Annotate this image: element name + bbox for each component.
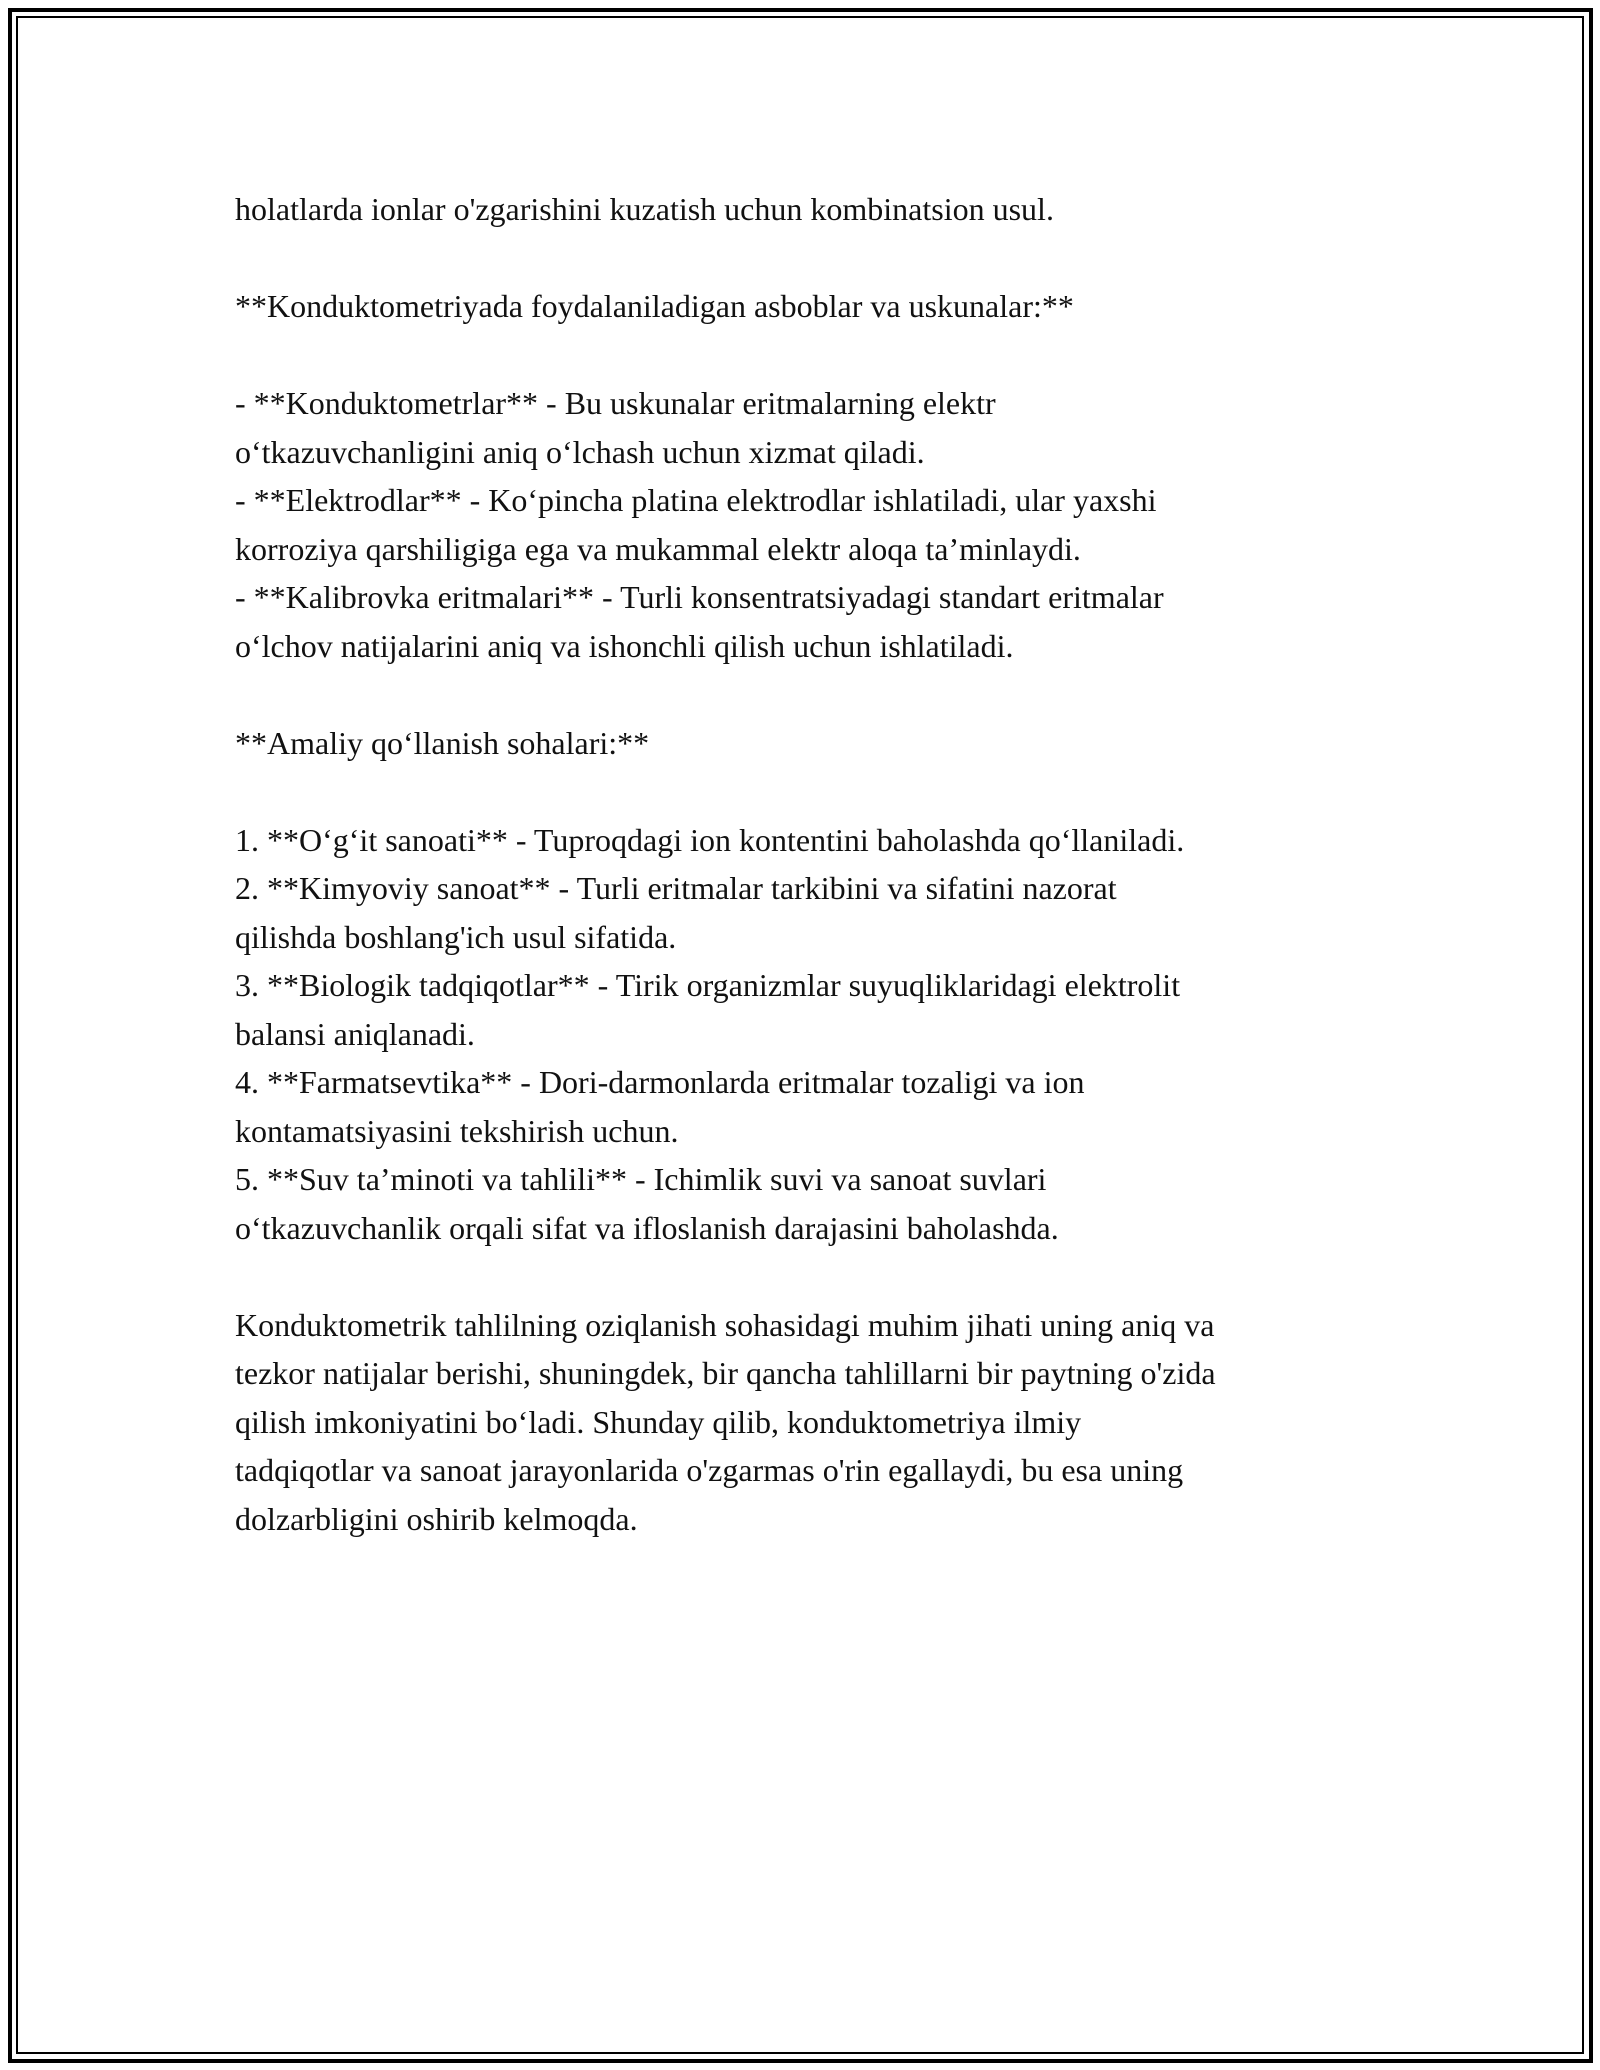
applications-heading: **Amaliy qo‘llanish sohalari:** bbox=[235, 724, 650, 761]
applications-item-line: o‘tkazuvchanlik orqali sifat va ifloslanish darajasini baholashda. bbox=[235, 1209, 1059, 1246]
applications-list-item bbox=[235, 816, 1385, 865]
applications-item-line: balansi aniqlanadi. bbox=[235, 1015, 475, 1052]
tools-list-item bbox=[235, 379, 1385, 476]
paragraph-gap bbox=[235, 331, 1385, 380]
document-body bbox=[235, 185, 1385, 1543]
conclusion-paragraph bbox=[235, 1301, 1385, 1544]
tools-item-line: - **Kalibrovka eritmalari** - Turli konsentratsiyadagi standart eritmalar bbox=[235, 579, 1164, 615]
applications-list-item bbox=[235, 1155, 1385, 1252]
tools-heading: **Konduktometriyada foydalaniladigan asboblar va uskunalar:** bbox=[235, 288, 1074, 324]
applications-list-item bbox=[235, 864, 1385, 961]
conclusion-line: dolzarbligini oshirib kelmoqda. bbox=[235, 1500, 638, 1537]
applications-item-line: qilishda boshlang'ich usul sifatida. bbox=[235, 918, 677, 955]
intro-line: holatlarda ionlar o'zgarishini kuzatish uchun kombinatsion usul. bbox=[235, 191, 1054, 227]
tools-item-line: o‘lchov natijalarini aniq va ishonchli qilish uchun ishlatiladi. bbox=[235, 627, 1014, 664]
tools-list bbox=[235, 379, 1385, 670]
paragraph-gap bbox=[235, 670, 1385, 719]
applications-list-item bbox=[235, 961, 1385, 1058]
applications-list-item bbox=[235, 1058, 1385, 1155]
tools-item-line: - **Elektrodlar** - Ko‘pincha platina elektrodlar ishlatiladi, ular yaxshi bbox=[235, 482, 1157, 518]
conclusion-line: qilish imkoniyatini bo‘ladi. Shunday qilib, konduktometriya ilmiy bbox=[235, 1403, 1082, 1440]
tools-list-item bbox=[235, 476, 1385, 573]
applications-item-line: 5. **Suv ta’minoti va tahlili** - Ichimlik suvi va sanoat suvlari bbox=[235, 1161, 1047, 1197]
tools-list-item bbox=[235, 573, 1385, 670]
conclusion-line: tezkor natijalar berishi, shuningdek, bir qancha tahlillarni bir paytning o'zida bbox=[235, 1355, 1216, 1391]
applications-list bbox=[235, 816, 1385, 1253]
conclusion-line: tadqiqotlar va sanoat jarayonlarida o'zgarmas o'rin egallaydi, bu esa uning bbox=[235, 1452, 1184, 1488]
paragraph-gap bbox=[235, 1252, 1385, 1301]
paragraph-gap bbox=[235, 767, 1385, 816]
paragraph-gap bbox=[235, 234, 1385, 283]
tools-item-line: - **Konduktometrlar** - Bu uskunalar eritmalarning elektr bbox=[235, 385, 996, 421]
tools-item-line: korroziya qarshiligiga ega va mukammal elektr aloqa ta’minlaydi. bbox=[235, 530, 1081, 567]
tools-item-line: o‘tkazuvchanligini aniq o‘lchash uchun xizmat qiladi. bbox=[235, 433, 925, 470]
applications-item-line: kontamatsiyasini tekshirish uchun. bbox=[235, 1112, 679, 1149]
applications-item-line: 3. **Biologik tadqiqotlar** - Tirik organizmlar suyuqliklaridagi elektrolit bbox=[235, 967, 1181, 1003]
conclusion-line: Konduktometrik tahlilning oziqlanish sohasidagi muhim jihati uning aniq va bbox=[235, 1306, 1215, 1343]
applications-item-line: 2. **Kimyoviy sanoat** - Turli eritmalar tarkibini va sifatini nazorat bbox=[235, 870, 1117, 906]
applications-item-line: 1. **O‘g‘it sanoati** - Tuproqdagi ion kontentini baholashda qo‘llaniladi. bbox=[235, 821, 1185, 858]
applications-item-line: 4. **Farmatsevtika** - Dori-darmonlarda eritmalar tozaligi va ion bbox=[235, 1064, 1085, 1100]
